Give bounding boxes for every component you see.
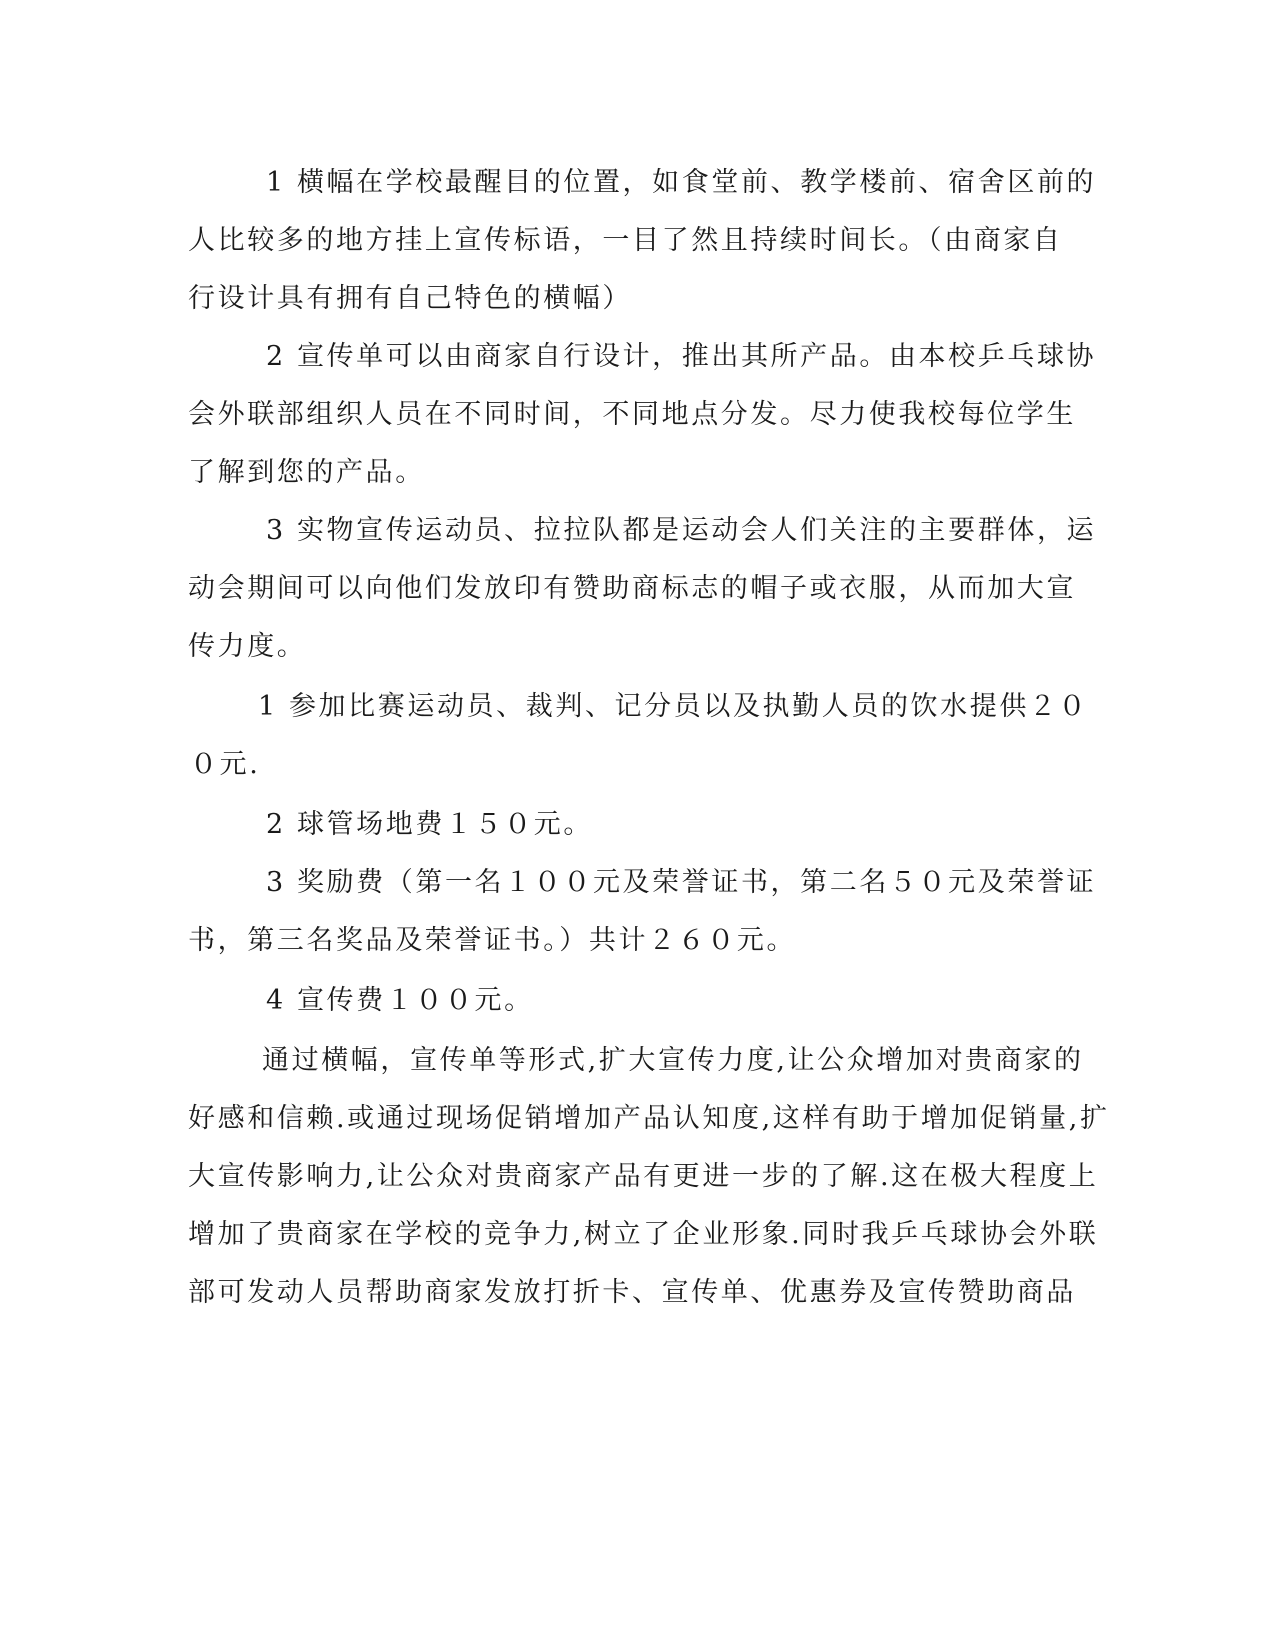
paragraph-merch-line-1: 3 实物宣传运动员、拉拉队都是运动会人们关注的主要群体，运 bbox=[266, 515, 1097, 546]
budget-item-water-line-2: ０元. bbox=[190, 749, 261, 780]
paragraph-benefits-line-1: 通过横幅，宣传单等形式,扩大宣传力度,让公众增加对贵商家的 bbox=[262, 1045, 1084, 1076]
budget-item-awards-line-2: 书，第三名奖品及荣誉证书。）共计２６０元。 bbox=[188, 925, 797, 956]
paragraph-banner-line-2: 人比较多的地方挂上宣传标语，一目了然且持续时间长。（由商家自 bbox=[188, 225, 1063, 256]
paragraph-flyer-line-2: 会外联部组织人员在不同时间，不同地点分发。尽力使我校每位学生 bbox=[188, 399, 1076, 430]
budget-item-awards-line-1: 3 奖励费（第一名１００元及荣誉证书，第二名５０元及荣誉证 bbox=[266, 867, 1097, 898]
paragraph-merch-line-2: 动会期间可以向他们发放印有赞助商标志的帽子或衣服，从而加大宣 bbox=[188, 573, 1076, 604]
budget-item-promotion: 4 宣传费１００元。 bbox=[266, 985, 534, 1016]
paragraph-merch-line-3: 传力度。 bbox=[188, 631, 307, 662]
paragraph-benefits-line-5: 部可发动人员帮助商家发放打折卡、宣传单、优惠券及宣传赞助商品 bbox=[188, 1277, 1076, 1308]
paragraph-benefits-line-3: 大宣传影响力,让公众对贵商家产品有更进一步的了解.这在极大程度上 bbox=[188, 1161, 1099, 1192]
paragraph-banner-line-3: 行设计具有拥有自己特色的横幅） bbox=[188, 283, 632, 314]
paragraph-banner-line-1: 1 横幅在学校最醒目的位置，如食堂前、教学楼前、宿舍区前的 bbox=[266, 167, 1097, 198]
budget-item-venue: 2 球管场地费１５０元。 bbox=[266, 809, 593, 840]
paragraph-flyer-line-1: 2 宣传单可以由商家自行设计，推出其所产品。由本校乒乓球协 bbox=[266, 341, 1097, 372]
paragraph-benefits-line-2: 好感和信赖.或通过现场促销增加产品认知度,这样有助于增加促销量,扩 bbox=[188, 1103, 1110, 1134]
paragraph-flyer-line-3: 了解到您的产品。 bbox=[188, 457, 425, 488]
paragraph-benefits-line-4: 增加了贵商家在学校的竞争力,树立了企业形象.同时我乒乓球协会外联 bbox=[188, 1219, 1099, 1250]
budget-item-water-line-1: 1 参加比赛运动员、裁判、记分员以及执勤人员的饮水提供２０ bbox=[258, 691, 1089, 722]
